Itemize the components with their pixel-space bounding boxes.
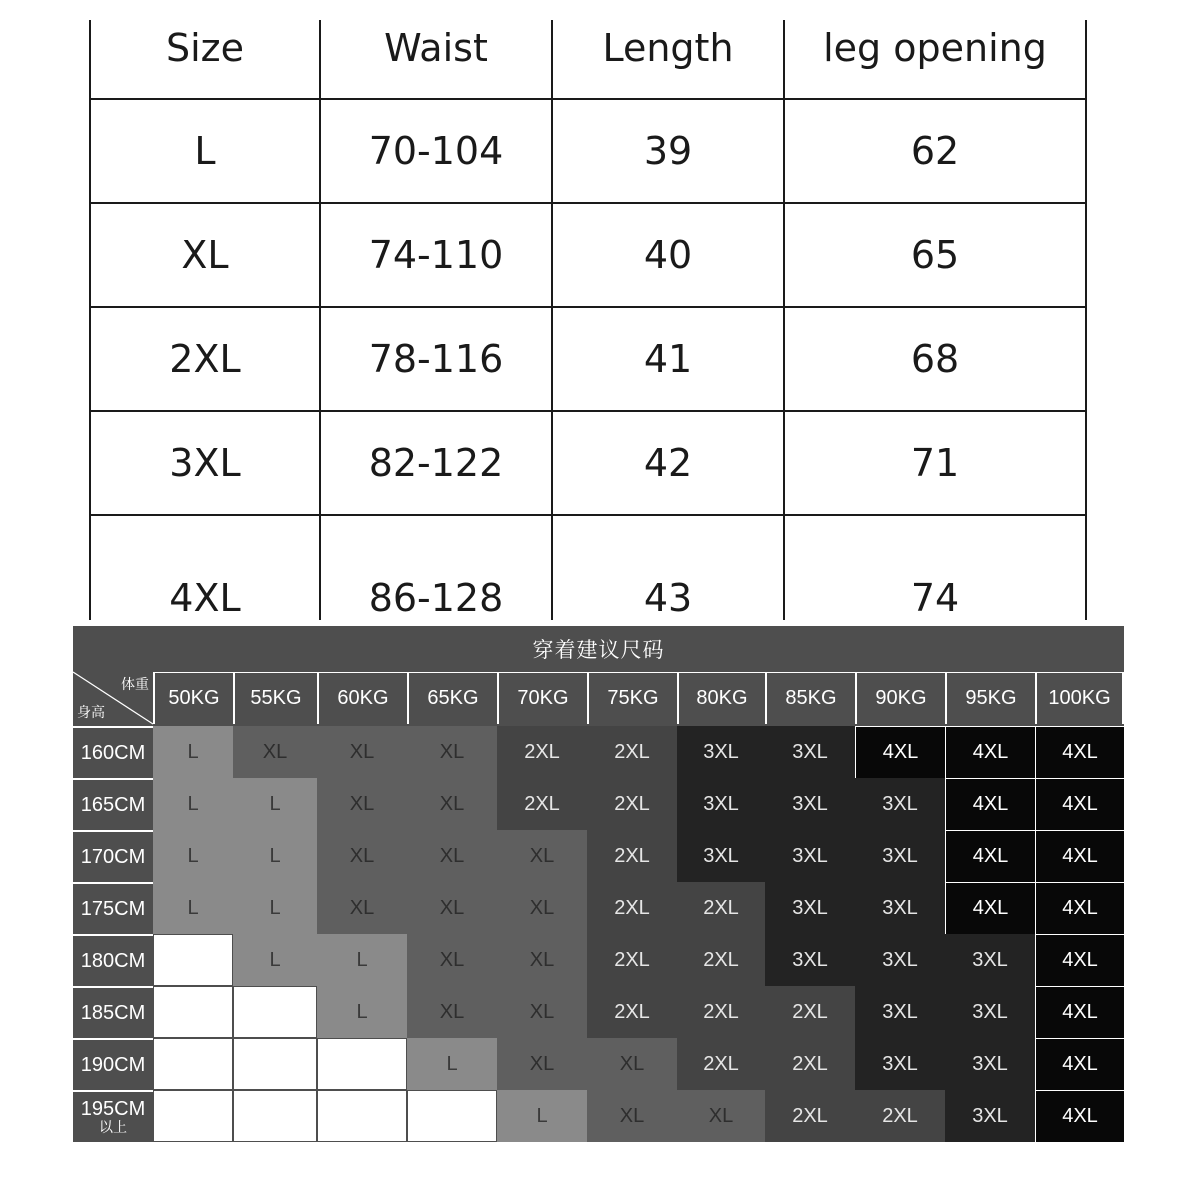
grid-cell-size: L	[407, 1038, 497, 1090]
grid-cell-empty	[153, 1090, 233, 1142]
weight-header-cell: 60KG	[317, 672, 407, 724]
grid-cell-size: XL	[497, 986, 587, 1038]
grid-cell-size: 3XL	[945, 1038, 1035, 1090]
grid-cell-size: L	[153, 830, 233, 882]
weight-header-cell: 65KG	[407, 672, 497, 724]
size-table-row	[89, 412, 1087, 516]
height-row-label	[73, 1090, 153, 1142]
grid-cell-size: 3XL	[765, 778, 855, 830]
grid-cell-size: L	[153, 882, 233, 934]
grid-cell-size: XL	[407, 830, 497, 882]
size-table-cell: 40	[551, 204, 783, 306]
weight-header-cell: 95KG	[945, 672, 1035, 724]
weight-header-cell: 55KG	[233, 672, 317, 724]
grid-cell-size: 2XL	[497, 726, 587, 778]
grid-cell-size: 2XL	[677, 934, 765, 986]
grid-cell-size: 4XL	[1035, 986, 1124, 1038]
grid-cell-empty	[233, 1038, 317, 1090]
grid-cell-size: XL	[497, 882, 587, 934]
size-table-cell: 78-116	[319, 308, 551, 410]
grid-cell-size: L	[233, 830, 317, 882]
grid-cell-size: 4XL	[1035, 830, 1124, 882]
size-table-cell: 39	[551, 100, 783, 202]
size-table-cell: 71	[783, 412, 1087, 514]
grid-cell-size: 4XL	[945, 778, 1035, 830]
grid-cell-size: L	[317, 934, 407, 986]
grid-cell-empty	[233, 986, 317, 1038]
size-table-cell: 82-122	[319, 412, 551, 514]
height-row-label: 165CM	[73, 778, 153, 830]
size-table-cell: 70-104	[319, 100, 551, 202]
size-table-cell: 86-128	[319, 516, 551, 620]
grid-cell-size: 3XL	[677, 830, 765, 882]
grid-cell-size: 3XL	[855, 934, 945, 986]
size-chart-table	[89, 20, 1087, 620]
grid-cell-size: XL	[407, 778, 497, 830]
size-table-cell: 41	[551, 308, 783, 410]
size-table-header-row	[89, 20, 1087, 100]
grid-cell-size: XL	[587, 1090, 677, 1142]
size-table-header-cell: Length	[551, 20, 783, 98]
height-row-label-subtext: 以上	[98, 1119, 127, 1135]
grid-cell-size: 3XL	[765, 882, 855, 934]
size-table-cell: 68	[783, 308, 1087, 410]
grid-cell-size: L	[233, 882, 317, 934]
grid-cell-size: XL	[317, 830, 407, 882]
grid-cell-size: 4XL	[1035, 726, 1124, 778]
grid-cell-size: XL	[317, 726, 407, 778]
grid-cell-size: 2XL	[765, 1038, 855, 1090]
grid-cell-size: 2XL	[587, 882, 677, 934]
grid-cell-size: 2XL	[587, 934, 677, 986]
grid-cell-empty	[153, 934, 233, 986]
weight-header-cell: 80KG	[677, 672, 765, 724]
weight-header-cell: 70KG	[497, 672, 587, 724]
grid-cell-size: XL	[317, 778, 407, 830]
grid-cell-size: XL	[587, 1038, 677, 1090]
grid-cell-size: XL	[407, 934, 497, 986]
grid-cell-size: 3XL	[677, 726, 765, 778]
size-table-header-cell: Size	[89, 20, 319, 98]
grid-cell-size: 2XL	[587, 830, 677, 882]
grid-cell-size: XL	[497, 830, 587, 882]
grid-cell-size: 3XL	[945, 1090, 1035, 1142]
height-row-label: 180CM	[73, 934, 153, 986]
size-table-cell: 62	[783, 100, 1087, 202]
grid-cell-size: 4XL	[1035, 882, 1124, 934]
grid-cell-empty	[153, 1038, 233, 1090]
height-row-label-text: 195CM	[80, 1098, 146, 1120]
grid-cell-empty	[317, 1090, 407, 1142]
recommendation-title: 穿着建议尺码	[532, 638, 665, 662]
grid-cell-size: 2XL	[677, 1038, 765, 1090]
grid-cell-size: 3XL	[765, 934, 855, 986]
grid-cell-size: 3XL	[677, 778, 765, 830]
grid-cell-size: 3XL	[945, 986, 1035, 1038]
grid-cell-size: L	[317, 986, 407, 1038]
size-table-cell: 74	[783, 516, 1087, 620]
weight-header-cell: 85KG	[765, 672, 855, 724]
size-table-cell: 4XL	[89, 516, 319, 620]
grid-cell-size: XL	[407, 986, 497, 1038]
grid-cell-size: 2XL	[587, 986, 677, 1038]
grid-cell-size: L	[153, 778, 233, 830]
grid-cell-size: 4XL	[1035, 934, 1124, 986]
grid-cell-size: L	[233, 934, 317, 986]
size-table-row	[89, 308, 1087, 412]
grid-cell-size: 3XL	[855, 1038, 945, 1090]
size-table-header-cell: leg opening	[783, 20, 1087, 98]
size-table-cell: 2XL	[89, 308, 319, 410]
size-table-cell: 3XL	[89, 412, 319, 514]
grid-cell-size: 3XL	[855, 882, 945, 934]
size-table-cell: XL	[89, 204, 319, 306]
grid-cell-size: 4XL	[945, 726, 1035, 778]
grid-cell-empty	[153, 986, 233, 1038]
weight-header-cell: 75KG	[587, 672, 677, 724]
grid-cell-size: XL	[233, 726, 317, 778]
grid-cell-size: 2XL	[587, 778, 677, 830]
grid-cell-empty	[233, 1090, 317, 1142]
grid-cell-size: 2XL	[677, 882, 765, 934]
grid-cell-size: 4XL	[1035, 778, 1124, 830]
size-table-cell: L	[89, 100, 319, 202]
grid-cell-size: XL	[317, 882, 407, 934]
size-table-cell: 42	[551, 412, 783, 514]
weight-header-cell: 90KG	[855, 672, 945, 724]
grid-cell-size: 2XL	[765, 1090, 855, 1142]
grid-cell-size: 3XL	[765, 726, 855, 778]
grid-cell-size: 4XL	[1035, 1090, 1124, 1142]
grid-cell-size: 2XL	[677, 986, 765, 1038]
size-table-cell: 65	[783, 204, 1087, 306]
grid-cell-size: 3XL	[855, 830, 945, 882]
grid-cell-size: XL	[677, 1090, 765, 1142]
corner-height-label: 身高	[77, 705, 105, 721]
grid-cell-size: XL	[497, 1038, 587, 1090]
grid-cell-size: 4XL	[855, 726, 945, 778]
grid-cell-size: 3XL	[855, 986, 945, 1038]
corner-header	[73, 672, 153, 724]
weight-header-cell: 100KG	[1035, 672, 1124, 724]
size-table-header-cell: Waist	[319, 20, 551, 98]
grid-cell-size: XL	[407, 726, 497, 778]
size-table-row	[89, 100, 1087, 204]
grid-cell-size: L	[233, 778, 317, 830]
corner-weight-label: 体重	[121, 677, 149, 693]
grid-cell-size: 4XL	[1035, 1038, 1124, 1090]
grid-cell-size: 2XL	[855, 1090, 945, 1142]
height-row-label: 160CM	[73, 726, 153, 778]
grid-cell-size: L	[153, 726, 233, 778]
grid-cell-size: 2XL	[765, 986, 855, 1038]
grid-cell-size: XL	[497, 934, 587, 986]
grid-cell-size: 4XL	[945, 830, 1035, 882]
size-table-cell: 74-110	[319, 204, 551, 306]
grid-cell-empty	[407, 1090, 497, 1142]
grid-cell-size: 4XL	[945, 882, 1035, 934]
height-row-label: 170CM	[73, 830, 153, 882]
height-row-label: 190CM	[73, 1038, 153, 1090]
size-table-cell: 43	[551, 516, 783, 620]
weight-header-cell: 50KG	[153, 672, 233, 724]
size-recommendation-chart	[73, 626, 1124, 1142]
height-row-label: 175CM	[73, 882, 153, 934]
grid-cell-size: XL	[407, 882, 497, 934]
grid-cell-size: 3XL	[765, 830, 855, 882]
grid-cell-size: 2XL	[587, 726, 677, 778]
grid-cell-size: L	[497, 1090, 587, 1142]
grid-cell-empty	[317, 1038, 407, 1090]
grid-cell-size: 3XL	[945, 934, 1035, 986]
size-table-row	[89, 516, 1087, 620]
grid-cell-size: 2XL	[497, 778, 587, 830]
grid-cell-size: 3XL	[855, 778, 945, 830]
height-row-label: 185CM	[73, 986, 153, 1038]
size-table-row	[89, 204, 1087, 308]
